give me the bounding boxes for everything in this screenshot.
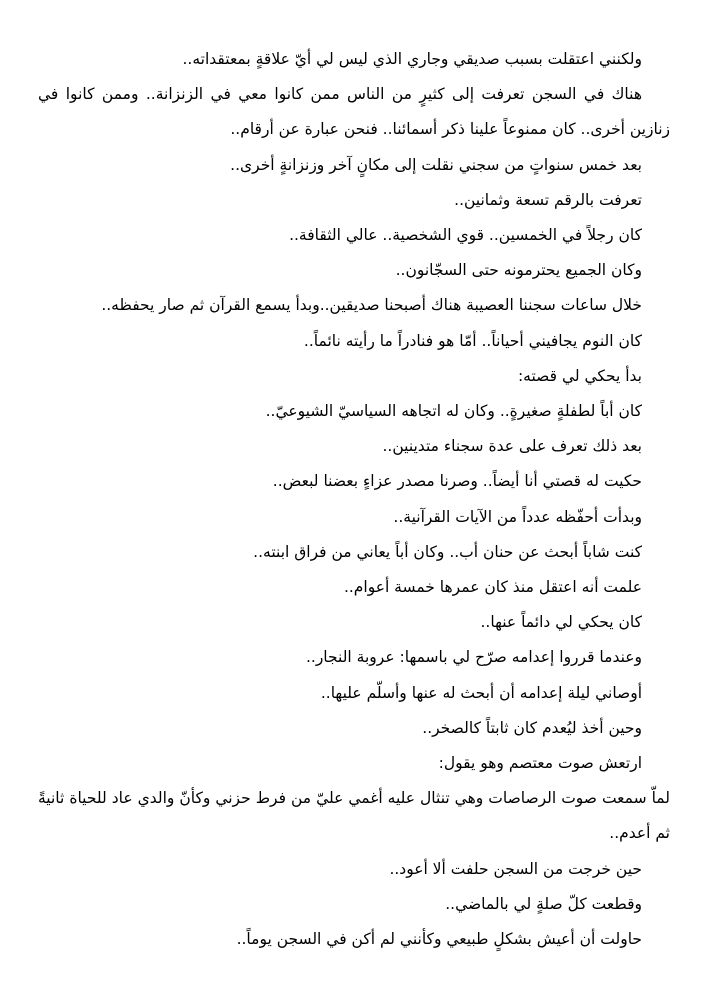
paragraph: هناك في السجن تعرفت إلى كثيرٍ من الناس ممن كانوا معي في الزنزانة.. وممن كانوا في زنازين أخرى.. كان ممنوعاً علينا ذكر أسمائنا.. فنحن عبارة عن أرقام.. [38, 85, 670, 139]
paragraph: بعد ذلك تعرف على عدة سجناء متدينين.. [382, 437, 642, 456]
document-body [38, 42, 670, 957]
paragraph: علمت أنه اعتقل منذ كان عمرها خمسة أعوام.. [343, 578, 642, 597]
paragraph: حين خرجت من السجن حلفت ألا أعود.. [389, 859, 642, 878]
paragraph: وحين أخذ ليُعدم كان ثابتاً كالصخر.. [422, 718, 642, 737]
paragraph: وبدأت أحفّظه عدداً من الآيات القرآنية.. [393, 507, 642, 526]
paragraph: ارتعش صوت معتصم وهو يقول: [438, 754, 642, 773]
paragraph: بعد خمس سنواتٍ من سجني نقلت إلى مكانٍ آخر وزنزانةٍ أخرى.. [230, 155, 642, 174]
paragraph: حكيت له قصتي أنا أيضاً.. وصرنا مصدر عزاءٍ بعضنا لبعض.. [272, 472, 642, 491]
paragraph: كان رجلاً في الخمسين.. قوي الشخصية.. عالي الثقافة.. [289, 226, 642, 245]
paragraph: خلال ساعات سجننا العصيبة هناك أصبحنا صديقين..وبدأ يسمع القرآن ثم صار يحفظه.. [101, 296, 642, 315]
paragraph: وعندما قرروا إعدامه صرّح لي باسمها: عروبة النجار.. [305, 648, 642, 667]
paragraph: كنت شاباً أبحث عن حنان أب.. وكان أباً يعاني من فراق ابنته.. [253, 542, 642, 561]
paragraph: وقطعت كلّ صلةٍ لي بالماضي.. [445, 894, 642, 913]
paragraph: وكان الجميع يحترمونه حتى السجّانون.. [395, 261, 642, 280]
paragraph: كان أباً لطفلةٍ صغيرةٍ.. وكان له اتجاهه السياسيّ الشيوعيّ.. [265, 402, 642, 421]
paragraph: حاولت أن أعيش بشكلٍ طبيعي وكأنني لم أكن في السجن يوماً.. [236, 930, 642, 949]
paragraph: ولكنني اعتقلت بسبب صديقي وجاري الذي ليس لي أيّ علاقةٍ بمعتقداته.. [182, 50, 642, 68]
paragraph: تعرفت بالرقم تسعة وثمانين.. [454, 190, 642, 209]
paragraph: كان النوم يجافيني أحياناً.. أمّا هو فنادراً ما رأيته نائماً.. [303, 331, 642, 350]
paragraph: أوصاني ليلة إعدامه أن أبحث له عنها وأسلّم عليها.. [320, 683, 642, 702]
paragraph: كان يحكي لي دائماً عنها.. [480, 613, 642, 632]
paragraph: لماّ سمعت صوت الرصاصات وهي تنثال عليه أغمي عليّ من فرط حزني وكأنّ والدي عاد للحياة ثانيةً ثم أعدم.. [38, 789, 670, 843]
paragraph: بدأ يحكي لي قصته: [517, 366, 642, 385]
